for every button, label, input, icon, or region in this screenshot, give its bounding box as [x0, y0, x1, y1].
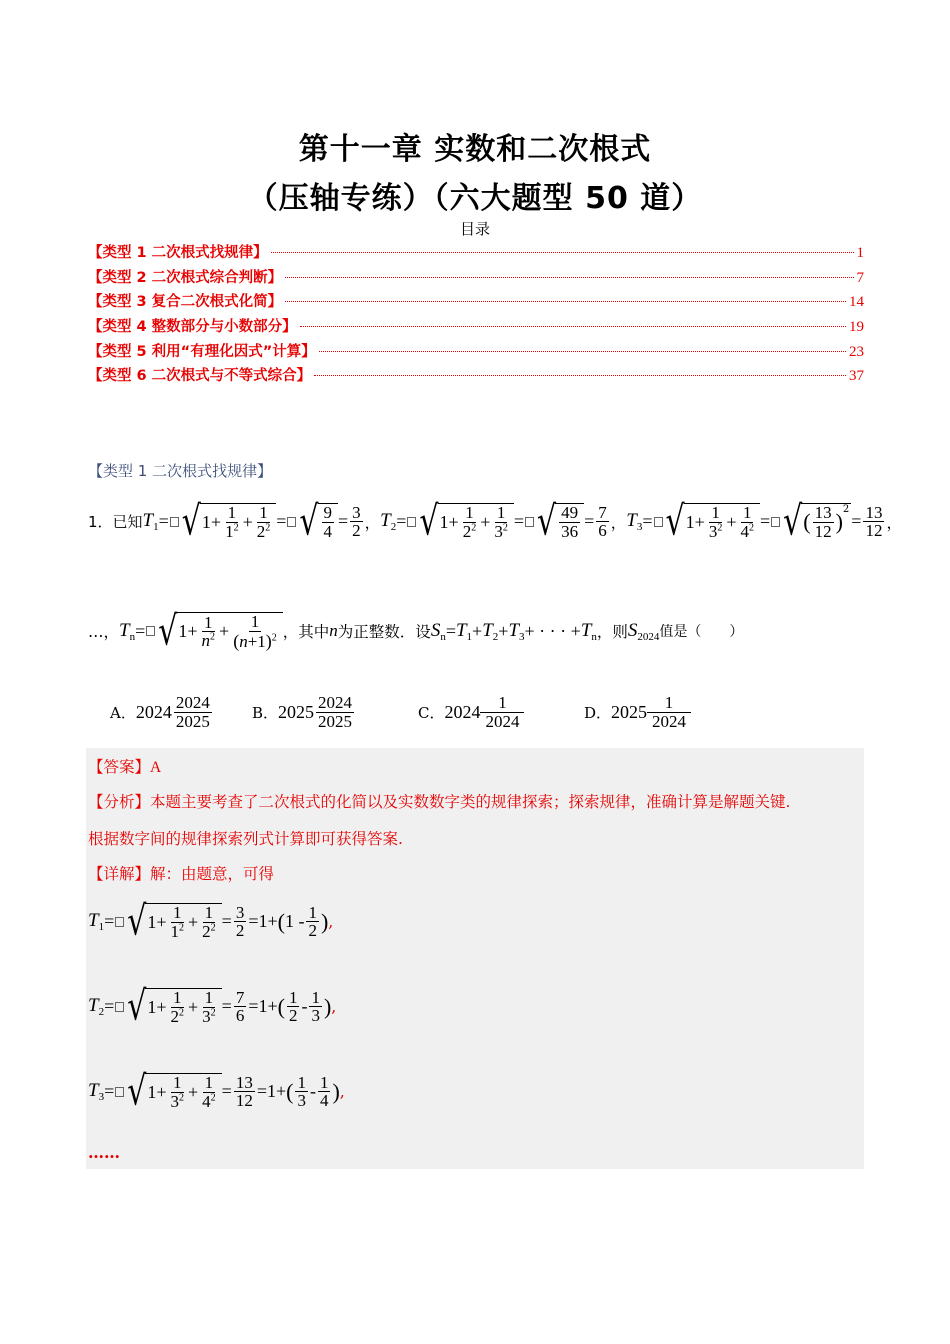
placeholder-box	[287, 517, 296, 527]
toc-item[interactable]	[88, 364, 864, 389]
toc-leader	[319, 351, 846, 352]
option-b[interactable]: B． 2025 $\frac{2024}{2025}$	[252, 693, 353, 731]
placeholder-box	[146, 626, 155, 636]
question-text: 为正整数．设	[337, 623, 431, 642]
question-text: ，则	[596, 623, 628, 642]
question-line-2: …， $T_n$ = √ 1+ $\frac{1}{n^2}$ + $\frac{1}{(n+1)^2}$ ，其中 n 为正整数．设 $S_n$ = $T_1$ + $T_2$ + $T_3$ + · · · + $T_n$ ，则 $S_{2024}$ 值是（ ）	[88, 607, 744, 655]
toc-item[interactable]	[88, 340, 864, 365]
option-c[interactable]: C． 2024 $\frac{1}{2024}$	[418, 694, 524, 731]
placeholder-box	[407, 517, 416, 527]
toc-item[interactable]	[88, 290, 864, 315]
answer-value: A	[150, 759, 162, 776]
placeholder-box	[525, 517, 534, 527]
sqrt-expression: √ 1+ $\frac{1}{2^2}$ + $\frac{1}{3^2}$	[419, 503, 513, 541]
sqrt-expression: √ $\frac{9}{4}$	[299, 503, 338, 541]
toc-leader	[285, 277, 853, 278]
toc-leader	[314, 375, 846, 376]
toc-item-label: 【类型 2 二次根式综合判断】	[88, 269, 283, 286]
sqrt-expression: √ 1+ $\frac{1}{1^2}$ + $\frac{1}{2^2}$	[182, 503, 276, 541]
answer-ellipsis: ……	[88, 1143, 120, 1162]
toc-item[interactable]	[88, 266, 864, 291]
toc-item-page: 37	[849, 368, 864, 385]
question-text: ，其中	[282, 623, 330, 642]
question-number: 1．已知	[88, 513, 143, 532]
toc-item[interactable]	[88, 315, 864, 340]
answer-tag: 【答案】	[88, 758, 151, 776]
math-var: $T_3$	[626, 510, 643, 534]
equation-t3: $T_3$ = √ 1+ $\frac{1}{3^2}$ + $\frac{1}{4^2}$ = $\frac{13}{12}$ =1+ ( $\frac{1}{3}$ - $\frac{1}{4}$ ) ,	[88, 1068, 345, 1116]
toc-leader	[285, 301, 846, 302]
toc-item-page: 14	[849, 294, 864, 311]
sqrt-expression: √ ( $\frac{13}{12}$ ) $^2$	[783, 498, 850, 546]
page-subtitle: （压轴专练）（六大题型 50 道）	[247, 181, 703, 216]
placeholder-box	[170, 517, 179, 527]
ellipsis: …，	[88, 623, 120, 642]
math-var: $S_{2024}$	[627, 619, 660, 643]
detail-tag: 【详解】	[88, 865, 151, 883]
answer-line	[88, 755, 161, 777]
option-d[interactable]: D． 2025 $\frac{1}{2024}$	[584, 694, 691, 731]
sqrt-expression: √ 1+ $\frac{1}{3^2}$ + $\frac{1}{4^2}$	[666, 503, 760, 541]
equation-t2: $T_2$ = √ 1+ $\frac{1}{2^2}$ + $\frac{1}{3^2}$ = $\frac{7}{6}$ =1+ ( $\frac{1}{2}$ - $\frac{1}{3}$ ) ,	[88, 983, 337, 1031]
toc-leader	[300, 326, 846, 327]
placeholder-box	[654, 517, 663, 527]
sqrt-expression: √ 1+ $\frac{1}{n^2}$ + $\frac{1}{(n+1)^2}$	[158, 612, 283, 651]
detail-line	[88, 862, 274, 884]
toc-item-page: 1	[856, 245, 864, 261]
question-line-1: 1．已知 $T_1$ = √ 1+ $\frac{1}{1^2}$ + $\frac{1}{2^2}$ = √ $\frac{9}{4}$ = $\frac{3}{2}$ ， $T_2$ = √ 1+ $\frac{1}{2^2}$ + $\frac{1}{3^2}$ = √ $\frac{49}{36}$ = $\frac{7}{6}$ ， $T_3$ = √ 1+ $\frac{1}{3^2}$ + $\frac{1}{4^2}$ = √ ( $\frac{13}{12}$ ) $^2$ = $\frac{13}{12}$ ，	[88, 498, 902, 546]
toc-item-page: 19	[849, 319, 864, 336]
analysis-line-1	[88, 790, 790, 812]
page-title: 第十一章 实数和二次根式	[298, 132, 652, 167]
option-a[interactable]: A． 2024 $\frac{2024}{2025}$	[110, 693, 210, 731]
analysis-line-2: 根据数字间的规律探索列式计算即可获得答案.	[88, 830, 403, 848]
math-var: n	[329, 621, 338, 641]
detail-text: 解：由题意，可得	[150, 865, 275, 883]
toc-item-page: 7	[856, 269, 864, 286]
table-of-contents	[88, 241, 864, 389]
toc-item-label: 【类型 3 复合二次根式化简】	[88, 294, 283, 311]
math-var: $S_n$	[430, 619, 446, 643]
math-var: $T_n$	[119, 619, 136, 643]
toc-item-label: 【类型 5 利用“有理化因式”计算】	[88, 343, 316, 360]
analysis-text: 本题主要考查了二次根式的化简以及实数数字类的规律探索；探索规律，准确计算是解题关键.	[150, 793, 791, 811]
toc-item-label: 【类型 4 整数部分与小数部分】	[88, 319, 297, 336]
sqrt-expression: √ $\frac{49}{36}$	[537, 503, 584, 541]
placeholder-box	[771, 517, 780, 527]
toc-item-label: 【类型 6 二次根式与不等式综合】	[88, 368, 312, 385]
question-text: 值是（ ）	[659, 624, 744, 641]
toc-item-page: 23	[849, 343, 864, 360]
math-var: $T_2$	[380, 510, 397, 534]
section-heading: 【类型 1 二次根式找规律】	[88, 462, 273, 480]
toc-heading: 目录	[459, 220, 490, 238]
math-var: $T_1$	[142, 510, 159, 534]
equation-t1: $T_1$ = √ 1+ $\frac{1}{1^2}$ + $\frac{1}{2^2}$ = $\frac{3}{2}$ =1+ ( 1 - $\frac{1}{2}$ ) ,	[88, 898, 334, 946]
toc-item[interactable]	[88, 241, 864, 266]
toc-item-label: 【类型 1 二次根式找规律】	[88, 245, 268, 261]
toc-leader	[271, 252, 854, 253]
analysis-tag: 【分析】	[88, 793, 151, 811]
